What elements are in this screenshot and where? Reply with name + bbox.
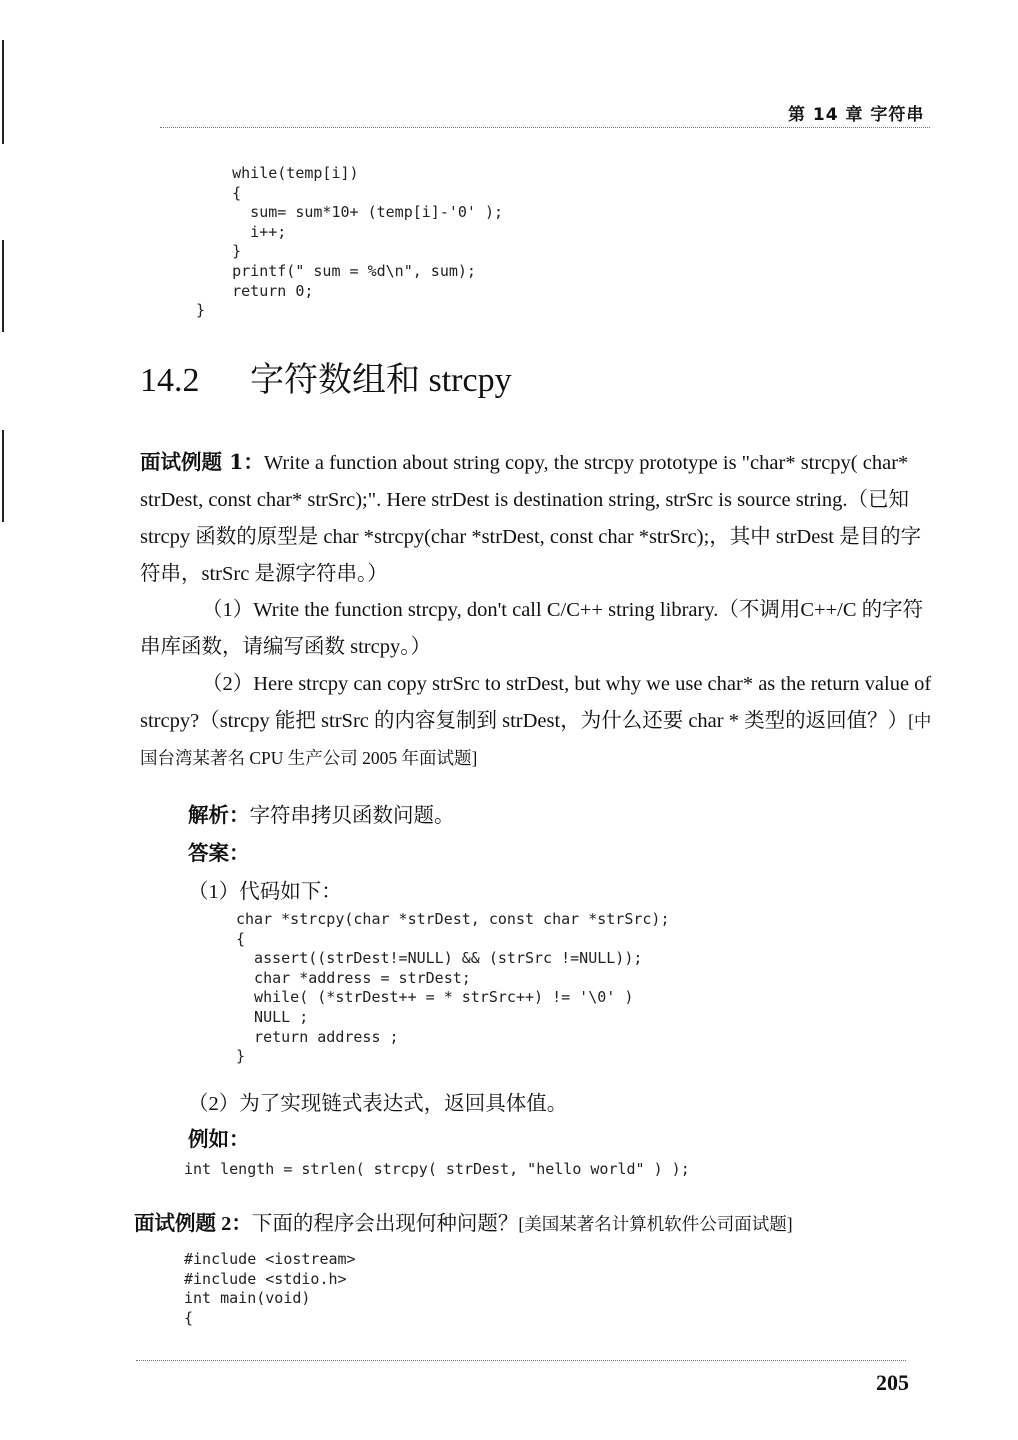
question-2: 面试例题 2：下面的程序会出现何种问题？[美国某著名计算机软件公司面试题]	[134, 1213, 793, 1235]
question-1-part-1: （1）Write the function strcpy, don't call C/C++ string library.（不调用C++/C 的字符串库函数，请编写函数 strcpy。）	[140, 599, 924, 658]
section-number: 14.2	[140, 362, 200, 399]
answer-label: 答案：	[188, 843, 250, 865]
analysis-text: 字符串拷贝函数问题。	[249, 805, 455, 827]
question-1-source: [中国台湾某著名 CPU 生产公司 2005 年面试题]	[140, 711, 932, 768]
question-1-label: 面试例题 1	[140, 450, 244, 474]
section-heading	[140, 360, 512, 402]
question-1: 面试例题 1：Write a function about string copy, the strcpy prototype is "char* strcpy( char* strDest, const char* strSrc);". Here strDest is destination string, strSrc is source string.（已知 strcpy 函数的原型是 char *strcpy(char *strDest, const char *strSrc);，其中 strDest 是目的字符串，strSrc 是源字符串。）	[140, 450, 922, 585]
code-block-q2: #include <iostream> #include <stdio.h> int main(void) {	[184, 1250, 356, 1327]
question-2-source: [美国某著名计算机软件公司面试题]	[518, 1214, 793, 1234]
header-rule	[160, 127, 930, 128]
code-block-top: while(temp[i]) { sum= sum*10+ (temp[i]-'0' ); i++; } printf(" sum = %d\n", sum); return 0; }	[196, 164, 504, 320]
margin-mark	[2, 240, 4, 332]
question-1-text: Write a function about string copy, the strcpy prototype is "char* strcpy( char* strDest, const char* strSrc);". Here strDest is destination string, strSrc is source string.（已知 strcpy 函数的原型是 char *strcpy(char *strDest, const char *strSrc);，其中 strDest 是目的字符串，strSrc 是源字符串。）	[140, 452, 922, 585]
example-label: 例如：	[188, 1129, 250, 1151]
margin-mark	[2, 40, 4, 144]
section-title-text: 字符数组和 strcpy	[250, 362, 512, 399]
analysis-label: 解析	[188, 805, 229, 827]
question-1-part-2: （2）Here strcpy can copy strSrc to strDest, but why we use char* as the return value of strcpy?（strcpy 能把 strSrc 的内容复制到 strDest，为什么还要 char * 类型的返回值？）[中国台湾某著名 CPU 生产公司 2005 年面试题]	[140, 673, 932, 768]
question-2-label: 面试例题 2	[134, 1213, 232, 1235]
analysis: 解析：字符串拷贝函数问题。	[188, 805, 455, 827]
answer-2-heading: （2）为了实现链式表达式，返回具体值。	[188, 1093, 568, 1115]
page-number: 205	[876, 1370, 909, 1395]
answer-1-heading: （1）代码如下：	[188, 881, 342, 903]
margin-mark	[2, 430, 4, 522]
code-block-strcpy: char *strcpy(char *strDest, const char *strSrc); { assert((strDest!=NULL) && (strSrc !=NULL)); char *address = strDest; while( (*strDest++ = * strSrc++) != '\0' ) NULL ; return address ; }	[236, 910, 670, 1066]
footer-rule	[136, 1360, 906, 1361]
code-example: int length = strlen( strcpy( strDest, "hello world" ) );	[184, 1160, 690, 1178]
chapter-header: 第 14 章 字符串	[788, 105, 925, 125]
question-2-text: 下面的程序会出现何种问题？	[251, 1213, 519, 1235]
